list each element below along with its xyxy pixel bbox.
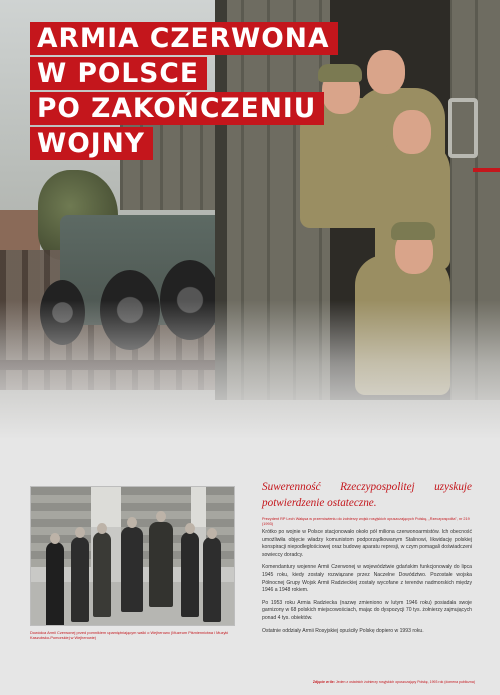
quote-source: Prezydent RP Lech Wałęsa w przemówieniu do żołnierzy wojsk rosyjskich opuszczających Polskę, „Rzeczpospolita", nr 219 (1993)	[262, 517, 470, 526]
pull-quote: Suwerenność Rzeczypospolitej uzyskuje potwierdzenie ostateczne.	[262, 481, 472, 509]
title-line-4: WOJNY	[30, 127, 153, 160]
article-paragraph: Komendantury wojenne Armii Czerwonej w województwie gdańskim funkcjonowały do lipca 1945 roku, kiedy zostały rozwiązane przez Naczelne Dowództwo. Pozostałe wojska Północnej Grupy Wojsk Armii Radzieckiej zostały wycofane z terenów nadmorskich między 1946 a 1948 rokiem.	[262, 564, 472, 594]
article-paragraph: Ostatnie oddziały Armii Rosyjskiej opuściły Polskę dopiero w 1993 roku.	[262, 627, 424, 634]
title-line-3: PO ZAKOŃCZENIU	[30, 92, 324, 125]
article-paragraph: Po 1953 roku Armia Radziecka (nazwę zmieniono w lutym 1946 roku) posiadała swoje garnizony w 68 polskich miejscowościach, mając do dyspozycji 70 tys. żołnierzy zajmujących ponad 4 tys. obiektów.	[262, 599, 472, 621]
article-body	[262, 529, 472, 640]
secondary-photo	[30, 486, 235, 626]
poster-title	[30, 22, 338, 162]
title-line-1: ARMIA CZERWONA	[30, 22, 338, 55]
door-handle-shape	[448, 98, 478, 158]
footnote-label: Zdjęcie w tle:	[312, 680, 335, 684]
footnote-text: Jeden z ostatnich żołnierzy rosyjskich opuszczający Polskę, 1993 rok (domena publiczna)	[335, 680, 475, 684]
title-line-2: W POLSCE	[30, 57, 207, 90]
photo-caption: Dowódca Armii Czerwonej przed pomnikiem upamiętniającym walki o Wejherowo (Muzeum Piśmiennictwa i Muzyki Kaszubsko-Pomorskiej w Wejherowie)	[30, 630, 229, 640]
accent-line	[473, 168, 500, 172]
background-photo-credit	[260, 680, 475, 685]
article-paragraph: Krótko po wojnie w Polsce stacjonowało około pół miliona czerwonoarmistów. Ich obecność umożliwiła objęcie władzy komunistom podporządkowanym Stalinowi, likwidację polskiej konspiracji niepodległościowej oraz budowę aparatu represji, w czym pomagali doświadczeni sowieccy doradcy.	[262, 529, 472, 558]
photo-fade	[0, 300, 500, 440]
